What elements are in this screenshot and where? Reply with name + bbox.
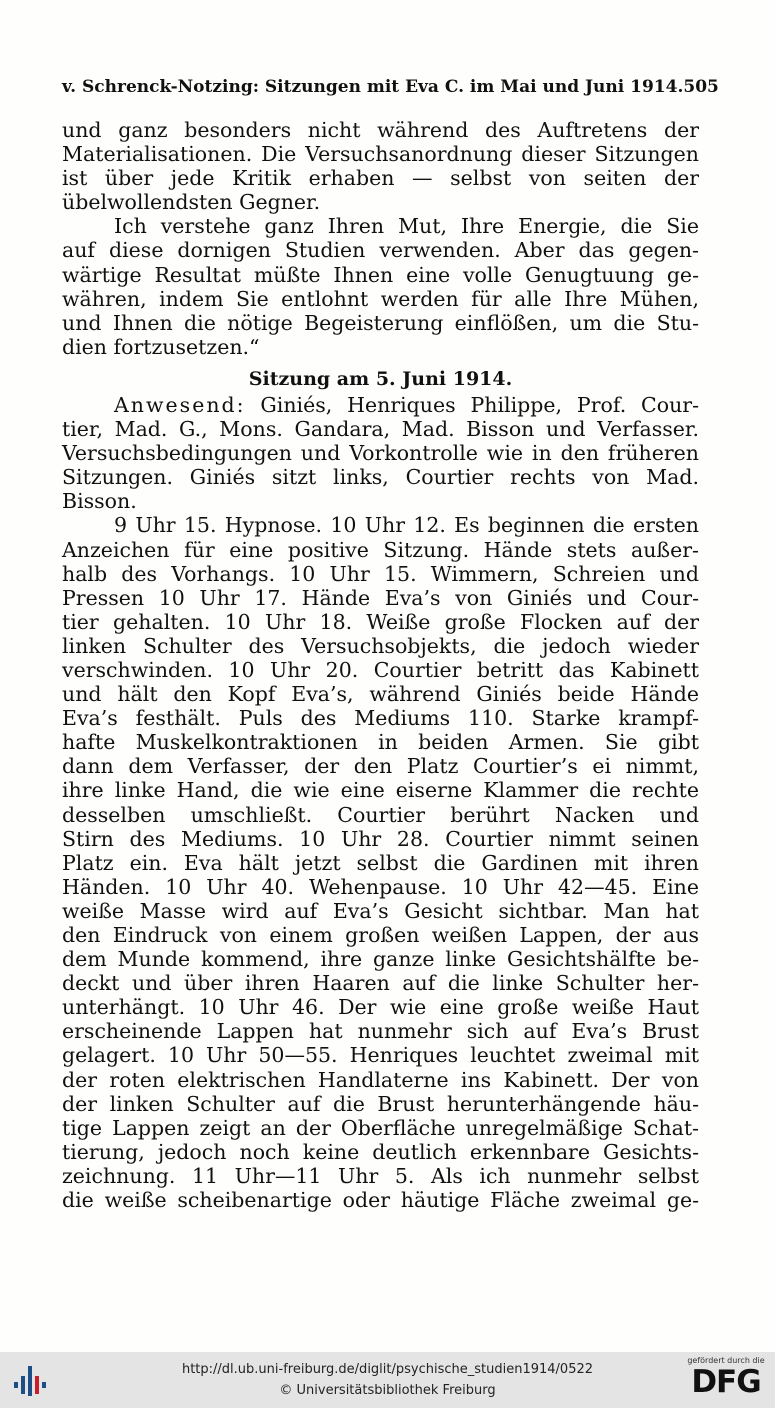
- text-line: zeichnung. 11 Uhr—11 Uhr 5. Als ich nunmehr selbst: [62, 1163, 699, 1188]
- text-line: Materialisationen. Die Versuchsanordnung dieser Sitzungen: [62, 142, 699, 167]
- text-line: ihre linke Hand, die wie eine eiserne Klammer die rechte: [62, 778, 699, 803]
- text-line: dann dem Verfasser, der den Platz Courtier’s ei nimmt,: [62, 754, 699, 779]
- text-line: halb des Vorhangs. 10 Uhr 15. Wimmern, Schreien und: [62, 561, 699, 586]
- text-line: Platz ein. Eva hält jetzt selbst die Gardinen mit ihren: [62, 850, 699, 875]
- text-line: linken Schulter des Versuchsobjekts, die jedoch wieder: [62, 633, 699, 658]
- text-line: [62, 393, 699, 417]
- text-line: und hält den Kopf Eva’s, während Giniés beide Hände: [62, 682, 699, 707]
- text-line: tier gehalten. 10 Uhr 18. Weiße große Flocken auf der: [62, 609, 699, 634]
- text-line: Versuchsbedingungen und Vorkontrolle wie in den früheren: [62, 441, 699, 466]
- text-line: der linken Schulter auf die Brust herunterhängende häu-: [62, 1091, 699, 1116]
- page-number: 505: [683, 77, 719, 97]
- text-line: den Eindruck von einem großen weißen Lappen, der aus: [62, 923, 699, 947]
- text-line: Ich verstehe ganz Ihren Mut, Ihre Energie, die Sie: [114, 214, 699, 239]
- text-line: ist über jede Kritik erhaben — selbst von seiten der: [62, 166, 699, 191]
- text-line: Bisson.: [62, 489, 137, 514]
- text-line: Eva’s festhält. Puls des Mediums 110. Starke krampf-: [62, 706, 699, 731]
- text-line: unterhängt. 10 Uhr 46. Der wie eine große weiße Haut: [62, 995, 699, 1020]
- text-line: tige Lappen zeigt an der Oberfläche unregelmäßige Schat-: [62, 1115, 699, 1140]
- text-line: und Ihnen die nötige Begeisterung einflößen, um die Stu-: [62, 310, 699, 335]
- text-line: tier, Mad. G., Mons. Gandara, Mad. Bisson und Verfasser.: [62, 417, 699, 442]
- text-line: auf diese dornigen Studien verwenden. Aber das gegen-: [62, 238, 699, 263]
- text-line: und ganz besonders nicht während des Auftretens der: [62, 118, 699, 142]
- running-title: v. Schrenck-Notzing: Sitzungen mit Eva C. im Mai und Juni 1914.: [62, 77, 684, 97]
- text-line: dem Munde kommend, ihre ganze linke Gesichtshälfte be-: [62, 947, 699, 972]
- attendees-label: Anwesend:: [114, 392, 246, 417]
- text-line: 9 Uhr 15. Hypnose. 10 Uhr 12. Es beginnen die ersten: [114, 513, 699, 538]
- paragraph-3: [62, 393, 699, 513]
- text-line: Sitzungen. Giniés sitzt links, Courtier rechts von Mad.: [62, 465, 699, 490]
- text-line: deckt und über ihren Haaren auf die linke Schulter her-: [62, 971, 699, 996]
- text-line: hafte Muskelkontraktionen in beiden Armen. Sie gibt: [62, 730, 699, 755]
- copyright-notice: © Universitätsbibliothek Freiburg: [279, 1383, 496, 1398]
- text-line: Pressen 10 Uhr 17. Hände Eva’s von Giniés und Cour-: [62, 585, 699, 610]
- text-line: Anzeichen für eine positive Sitzung. Hände stets außer-: [62, 537, 699, 562]
- section-heading: Sitzung am 5. Juni 1914.: [248, 367, 513, 390]
- text-line: desselben umschließt. Courtier berührt Nacken und: [62, 802, 699, 827]
- text-line: verschwinden. 10 Uhr 20. Courtier betritt das Kabinett: [62, 657, 699, 682]
- viewer-footer: [0, 1352, 775, 1408]
- text-line: wärtige Resultat müßte Ihnen eine volle Genugtuung ge-: [62, 262, 699, 287]
- text-line: dien fortzusetzen.“: [62, 334, 260, 359]
- running-header: [62, 76, 719, 98]
- paragraph-1: [62, 118, 699, 214]
- text-line: tierung, jedoch noch keine deutlich erkennbare Gesichts-: [62, 1139, 699, 1164]
- paragraph-4: [62, 513, 699, 1212]
- sponsor-caption: gefördert durch die: [687, 1356, 765, 1365]
- text-line: der roten elektrischen Handlaterne ins Kabinett. Der von: [62, 1067, 699, 1092]
- attendees-list: Giniés, Henriques Philippe, Prof. Cour-: [245, 392, 699, 417]
- dfg-logo-text: DFG: [691, 1364, 761, 1400]
- text-line: Stirn des Mediums. 10 Uhr 28. Courtier nimmt seinen: [62, 826, 699, 851]
- text-line: gelagert. 10 Uhr 50—55. Henriques leuchtet zweimal mit: [62, 1043, 699, 1068]
- text-line: die weiße scheibenartige oder häutige Fläche zweimal ge-: [62, 1188, 699, 1213]
- text-line: weiße Masse wird auf Eva’s Gesicht sichtbar. Man hat: [62, 898, 699, 923]
- text-line: Händen. 10 Uhr 40. Wehenpause. 10 Uhr 42—45. Eine: [62, 874, 699, 899]
- body-text: [62, 118, 699, 1212]
- permalink-url[interactable]: http://dl.ub.uni-freiburg.de/diglit/psychische_studien1914/0522: [181, 1362, 594, 1377]
- text-line: währen, indem Sie entlohnt werden für alle Ihre Mühen,: [62, 286, 699, 311]
- dfg-logo[interactable]: [685, 1356, 767, 1406]
- text-line: übelwollendsten Gegner.: [62, 190, 321, 215]
- paragraph-2: [62, 214, 699, 359]
- text-line: erscheinende Lappen hat nunmehr sich auf Eva’s Brust: [62, 1019, 699, 1044]
